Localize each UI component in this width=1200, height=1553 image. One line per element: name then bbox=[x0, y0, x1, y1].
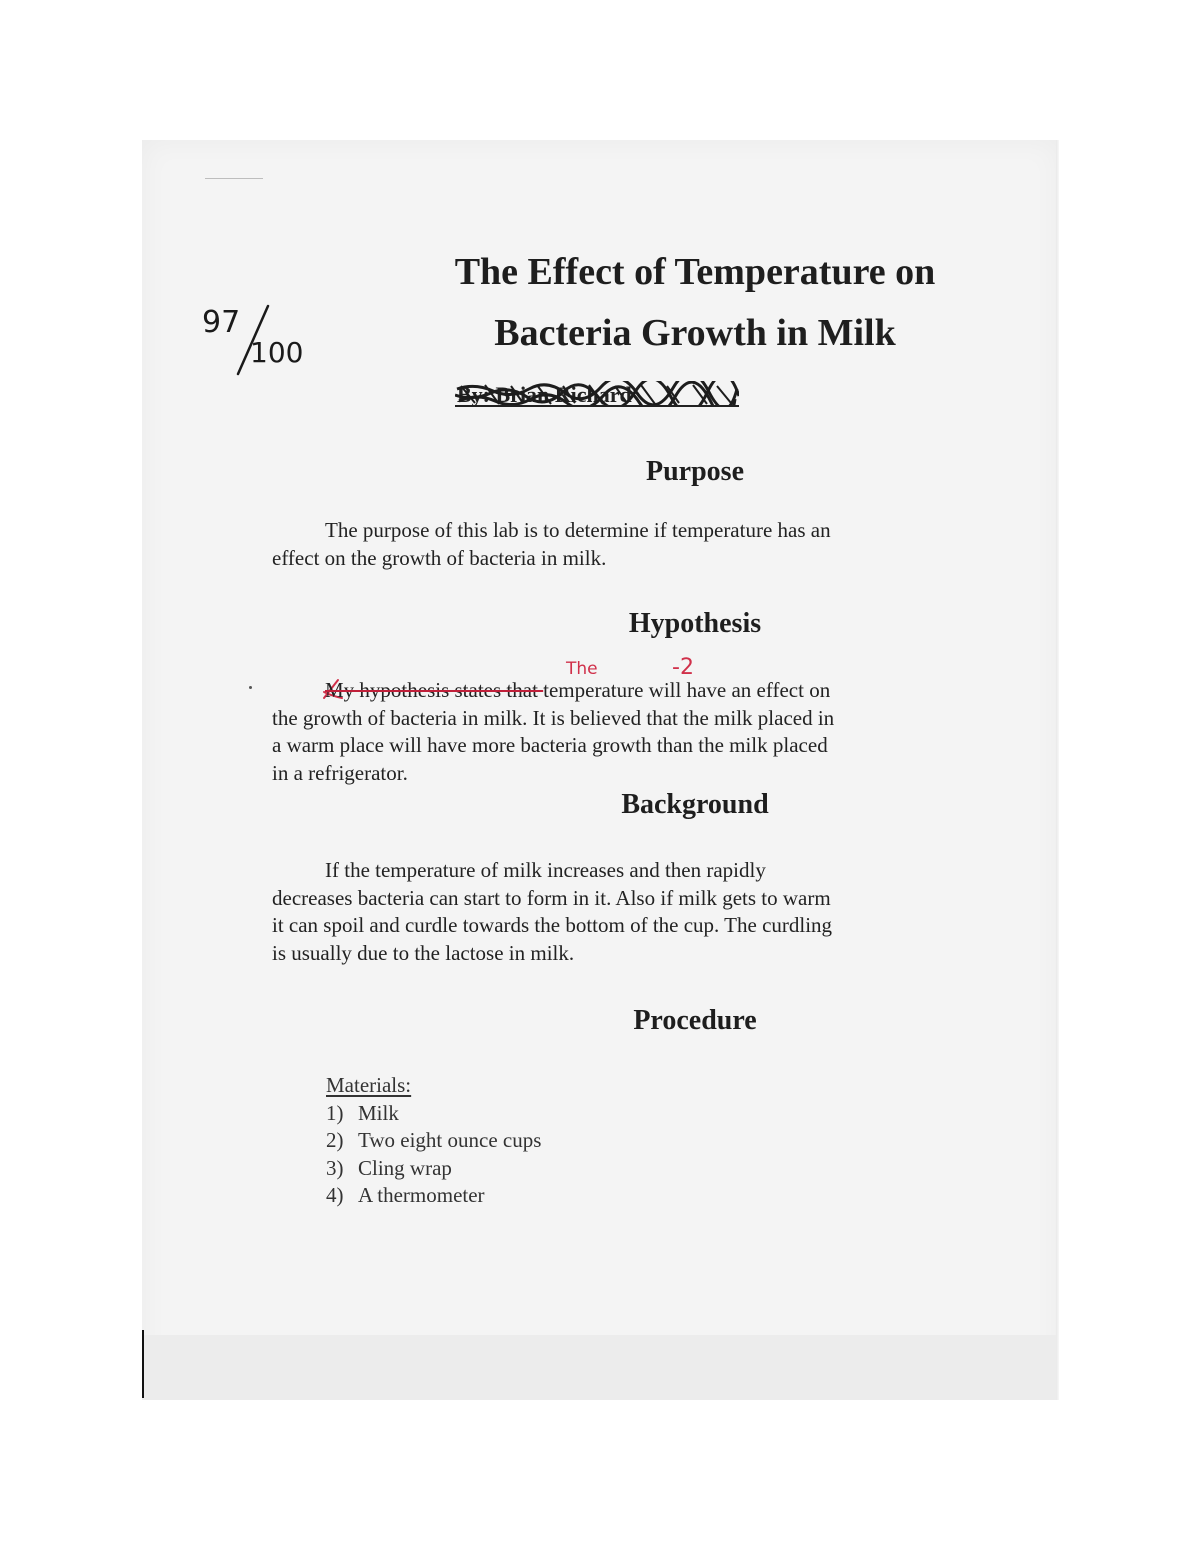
title-line-2: Bacteria Growth in Milk bbox=[494, 312, 896, 354]
list-item-text: Milk bbox=[358, 1100, 399, 1125]
background-line: If the temperature of milk increases and then rapidly bbox=[325, 858, 766, 882]
hypothesis-paragraph bbox=[272, 677, 922, 787]
list-item bbox=[326, 1182, 541, 1210]
title-line-1: The Effect of Temperature on bbox=[454, 251, 936, 293]
section-heading-procedure: Procedure bbox=[633, 1005, 757, 1036]
purpose-paragraph bbox=[272, 517, 922, 572]
section-heading-procedure-container bbox=[0, 1005, 1200, 1037]
correction-deduction: -2 bbox=[672, 655, 694, 680]
scan-stray-mark bbox=[205, 178, 263, 179]
list-item bbox=[326, 1155, 541, 1183]
materials-label: Materials: bbox=[326, 1073, 412, 1097]
list-item bbox=[326, 1100, 541, 1128]
background-line: it can spoil and curdle towards the bottom of the cup. The curdling bbox=[272, 913, 833, 937]
list-item-text: Cling wrap bbox=[358, 1155, 452, 1180]
section-heading-background: Background bbox=[621, 789, 769, 820]
correction-word: The bbox=[566, 659, 598, 679]
list-item-number: 3) bbox=[326, 1155, 344, 1180]
background-line: is usually due to the lactose in milk. bbox=[272, 940, 575, 965]
redacted-author-text: By: Brian Richard bbox=[457, 382, 632, 407]
list-item-text: A thermometer bbox=[358, 1183, 485, 1207]
hypothesis-first-line bbox=[272, 677, 922, 705]
purpose-line: effect on the growth of bacteria in milk. bbox=[272, 545, 607, 570]
section-heading-purpose-container bbox=[0, 456, 1200, 488]
grade-score: 97 bbox=[202, 305, 241, 340]
background-line: decreases bacteria can start to form in it. Also if milk gets to warm bbox=[272, 885, 831, 910]
list-item-number: 4) bbox=[326, 1183, 344, 1207]
section-heading-hypothesis: Hypothesis bbox=[628, 608, 762, 639]
list-item-number: 2) bbox=[326, 1128, 344, 1152]
section-heading-background-container bbox=[0, 789, 1200, 821]
hypothesis-line: the growth of bacteria in milk. It is believed that the milk placed in bbox=[272, 705, 835, 730]
section-heading-purpose: Purpose bbox=[646, 456, 744, 487]
scan-stray-dot bbox=[249, 686, 252, 689]
materials-list bbox=[326, 1072, 541, 1210]
redacted-author-scribble bbox=[455, 381, 739, 407]
title-line-1-container bbox=[0, 250, 1200, 294]
list-item-text: Two eight ounce cups bbox=[358, 1128, 542, 1152]
scan-edge-mark bbox=[142, 1330, 144, 1398]
grade-total: 100 bbox=[250, 336, 304, 369]
purpose-line: The purpose of this lab is to determine if temperature has an bbox=[325, 518, 831, 542]
handwritten-grade bbox=[200, 300, 335, 380]
list-item-number: 1) bbox=[326, 1100, 344, 1125]
background-paragraph bbox=[272, 857, 922, 967]
hypothesis-line: a warm place will have more bacteria growth than the milk placed bbox=[272, 733, 828, 757]
title-line-2-container bbox=[0, 311, 1200, 355]
scan-bottom-shadow bbox=[144, 1335, 1056, 1400]
hypothesis-line-rest: temperature will have an effect on bbox=[543, 678, 831, 702]
section-heading-hypothesis-container bbox=[0, 608, 1200, 640]
hypothesis-line: in a refrigerator. bbox=[272, 760, 408, 785]
struck-phrase: My hypothesis states that bbox=[325, 678, 544, 702]
list-item bbox=[326, 1127, 541, 1155]
